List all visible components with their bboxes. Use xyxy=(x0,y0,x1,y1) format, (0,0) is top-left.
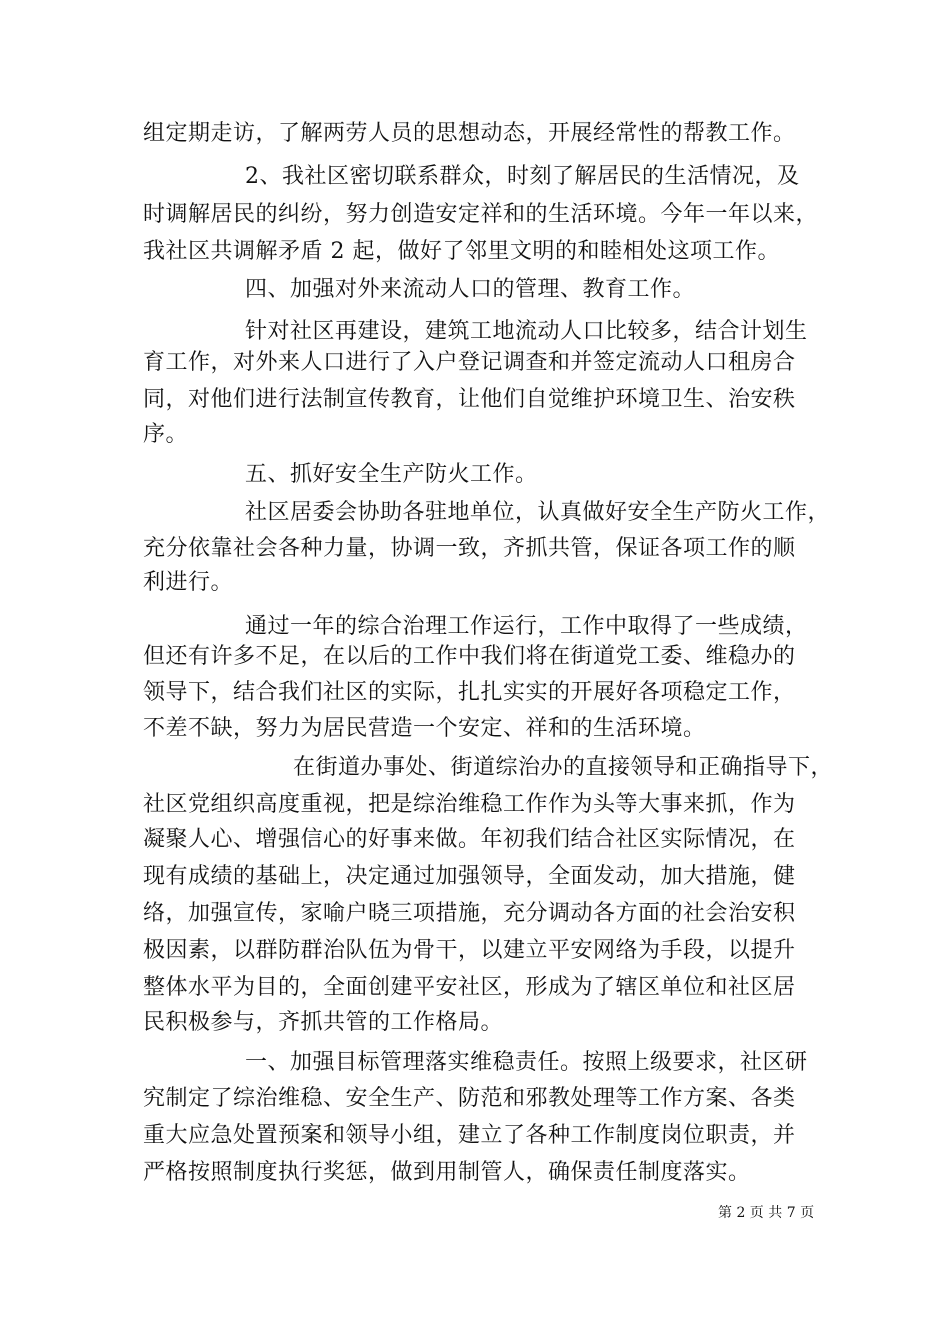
text-line: 2、我社区密切联系群众，时刻了解居民的生活情况，及 xyxy=(245,164,800,189)
text-line: 严格按照制度执行奖惩，做到用制管人，确保责任制度落实。 xyxy=(143,1160,751,1185)
text-line: 不差不缺，努力为居民营造一个安定、祥和的生活环境。 xyxy=(143,716,706,741)
text-line: 络，加强宣传，家喻户晓三项措施，充分调动各方面的社会治安积 xyxy=(143,901,796,926)
text-line: 组定期走访，了解两劳人员的思想动态，开展经常性的帮教工作。 xyxy=(143,121,796,146)
section-heading: 四、加强对外来流动人口的管理、教育工作。 xyxy=(245,277,696,302)
text-line: 序。 xyxy=(143,422,189,447)
page-number: 第 2 页 共 7 页 xyxy=(718,1205,815,1221)
text-line: 但还有许多不足，在以后的工作中我们将在街道党工委、维稳办的 xyxy=(143,644,796,669)
text-line: 整体水平为目的，全面创建平安社区，形成为了辖区单位和社区居 xyxy=(143,975,796,1000)
section-heading: 一、加强目标管理落实维稳责任。按照上级要求，社区研 xyxy=(245,1050,808,1075)
text-line: 育工作，对外来人口进行了入户登记调查和并签定流动人口租房合 xyxy=(143,350,796,375)
text-line: 重大应急处置预案和领导小组，建立了各种工作制度岗位职责，并 xyxy=(143,1123,796,1148)
text-line: 针对社区再建设，建筑工地流动人口比较多，结合计划生 xyxy=(245,319,808,344)
text-line: 极因素，以群防群治队伍为骨干，以建立平安网络为手段，以提升 xyxy=(143,938,796,963)
text-line: 我社区共调解矛盾 2 起，做好了邻里文明的和睦相处这项工作。 xyxy=(143,239,780,264)
text-line: 领导下，结合我们社区的实际，扎扎实实的开展好各项稳定工作， xyxy=(143,680,796,705)
text-line: 充分依靠社会各种力量，协调一致，齐抓共管，保证各项工作的顺 xyxy=(143,536,796,561)
text-line: 利进行。 xyxy=(143,570,234,595)
text-line: 究制定了综治维稳、安全生产、防范和邪教处理等工作方案、各类 xyxy=(143,1086,796,1111)
text-line: 同，对他们进行法制宣传教育，让他们自觉维护环境卫生、治安秩 xyxy=(143,387,796,412)
text-line: 现有成绩的基础上，决定通过加强领导，全面发动，加大措施，健 xyxy=(143,864,796,889)
text-line: 在街道办事处、街道综治办的直接领导和正确指导下， xyxy=(293,755,834,780)
text-line: 社区居委会协助各驻地单位，认真做好安全生产防火工作， xyxy=(245,500,831,525)
text-line: 通过一年的综合治理工作运行，工作中取得了一些成绩， xyxy=(245,614,808,639)
text-line: 时调解居民的纠纷，努力创造安定祥和的生活环境。今年一年以来， xyxy=(143,202,819,227)
text-line: 社区党组织高度重视，把是综治维稳工作作为头等大事来抓，作为 xyxy=(143,792,796,817)
text-line: 凝聚人心、增强信心的好事来做。年初我们结合社区实际情况，在 xyxy=(143,827,796,852)
section-heading: 五、抓好安全生产防火工作。 xyxy=(245,462,538,487)
text-line: 民积极参与，齐抓共管的工作格局。 xyxy=(143,1010,504,1035)
